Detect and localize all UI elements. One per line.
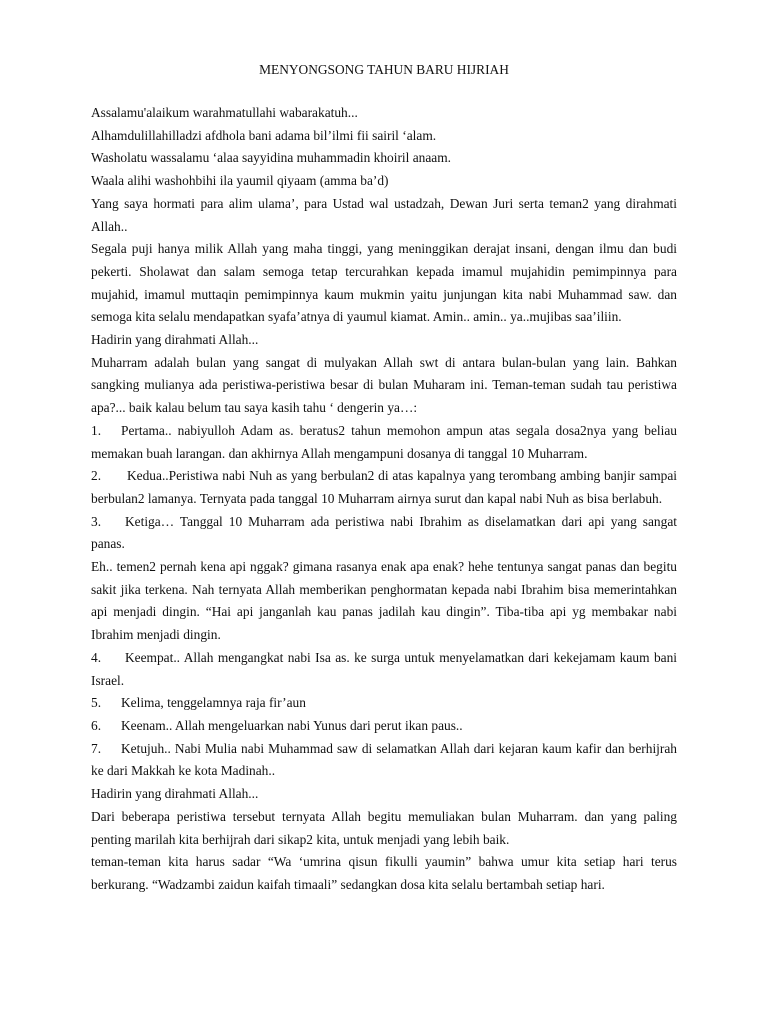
list-number: 3. [91, 513, 102, 529]
list-text: Keenam.. Allah mengeluarkan nabi Yunus dari perut ikan paus.. [121, 717, 463, 733]
conclusion-paragraph: Dari beberapa peristiwa tersebut ternyata Allah begitu memuliakan bulan Muharram. dan yang paling penting marilah kita berhijrah dari sikap2 kita, untuk menjadi yang lebih baik. [91, 808, 677, 847]
address-line-2: Hadirin yang dirahmati Allah... [91, 786, 259, 802]
list-item [91, 715, 677, 738]
list-number: 7. [91, 740, 102, 756]
list-text: Kelima, tenggelamnya raja fir’aun [121, 695, 306, 711]
list-number: 4. [91, 649, 102, 665]
hamdalah-line: Alhamdulillahilladzi afdhola bani adama bil’ilmi fii sairil ‘alam. [91, 127, 437, 143]
greeting-line: Assalamu'alaikum warahmatullahi wabarakatuh... [91, 105, 358, 120]
list-item [91, 738, 677, 783]
ibrahim-paragraph: Eh.. temen2 pernah kena api nggak? gimana rasanya enak apa enak? hehe tentunya sangat panas dan begitu sakit jika terkena. Nah ternyata Allah memberikan penghormatan kepada nabi Ibrahim bisa memerintahkan api menjadi dingin. “Hai api janganlah kau panas jadilah kau dingin”. Tiba-tiba api yg membakar nabi Ibrahim menjadi dingin. [91, 559, 677, 643]
list-number: 6. [91, 717, 102, 733]
address-line: Hadirin yang dirahmati Allah... [91, 332, 259, 348]
list-item [91, 420, 677, 465]
sholawat-line: Washolatu wassalamu ‘alaa sayyidina muhammadin khoiril anaam. [91, 150, 451, 166]
sholawat-continuation: Waala alihi washohbihi ila yaumil qiyaam (amma ba’d) [91, 173, 389, 189]
list-text: Ketujuh.. Nabi Mulia nabi Muhammad saw di selamatkan Allah dari kejaran kaum kafir dan berhijrah ke dari Makkah ke kota Madinah.. [91, 740, 677, 779]
list-text: Pertama.. nabiyulloh Adam as. beratus2 tahun memohon ampun atas segala dosa2nya yang beliau memakan buah larangan. dan akhirnya Allah mengampuni dosanya di tanggal 10 Muharram. [91, 422, 677, 461]
opening-paragraph: Segala puji hanya milik Allah yang maha tinggi, yang meninggikan derajat insani, dengan ilmu dan budi pekerti. Sholawat dan salam semoga tetap tercurahkan kepada imamul mujahidin pemimpinnya para mujahid, imamul muttaqin pemimpinnya kaum mukmin yaitu junjungan kita nabi Muhammad saw. dan semoga kita selalu mendapatkan syafa’atnya di yaumul kiamat. Amin.. amin.. ya..mujibas saa’iliin. [91, 241, 677, 325]
closing-paragraph: teman-teman kita harus sadar “Wa ‘umrina qisun fikulli yaumin” bahwa umur kita setiap hari terus berkurang. “Wadzambi zaidun kaifah timaali” sedangkan dosa kita selalu bertambah setiap hari. [91, 854, 677, 892]
list-number: 5. [91, 695, 102, 711]
list-text: Ketiga… Tanggal 10 Muharram ada peristiwa nabi Ibrahim as diselamatkan dari api yang sangat panas. [91, 513, 677, 552]
list-item [91, 647, 677, 692]
document-title: MENYONGSONG TAHUN BARU HIJRIAH [259, 62, 509, 77]
muharram-intro: Muharram adalah bulan yang sangat di mulyakan Allah swt di antara bulan-bulan yang lain. Bahkan sangking mulianya ada peristiwa-peristiwa besar di bulan Muharam ini. Teman-teman sudah tau peristiwa apa?... baik kalau belum tau saya kasih tahu ‘ dengerin ya…: [91, 354, 677, 416]
list-item [91, 465, 677, 510]
list-number: 2. [91, 468, 102, 484]
list-text: Kedua..Peristiwa nabi Nuh as yang berbulan2 di atas kapalnya yang terombang ambing banjir sampai berbulan2 lamanya. Ternyata pada tanggal 10 Muharram airnya surut dan kapal nabi Nuh as bisa berlabuh. [91, 468, 677, 506]
list-item [91, 511, 677, 556]
list-text: Keempat.. Allah mengangkat nabi Isa as. ke surga untuk menyelamatkan dari kekejamam kaum bani Israel. [91, 649, 677, 688]
list-item [91, 692, 677, 715]
audience-greeting: Yang saya hormati para alim ulama’, para Ustad wal ustadzah, Dewan Juri serta teman2 yang dirahmati Allah.. [91, 195, 677, 234]
list-number: 1. [91, 422, 102, 438]
